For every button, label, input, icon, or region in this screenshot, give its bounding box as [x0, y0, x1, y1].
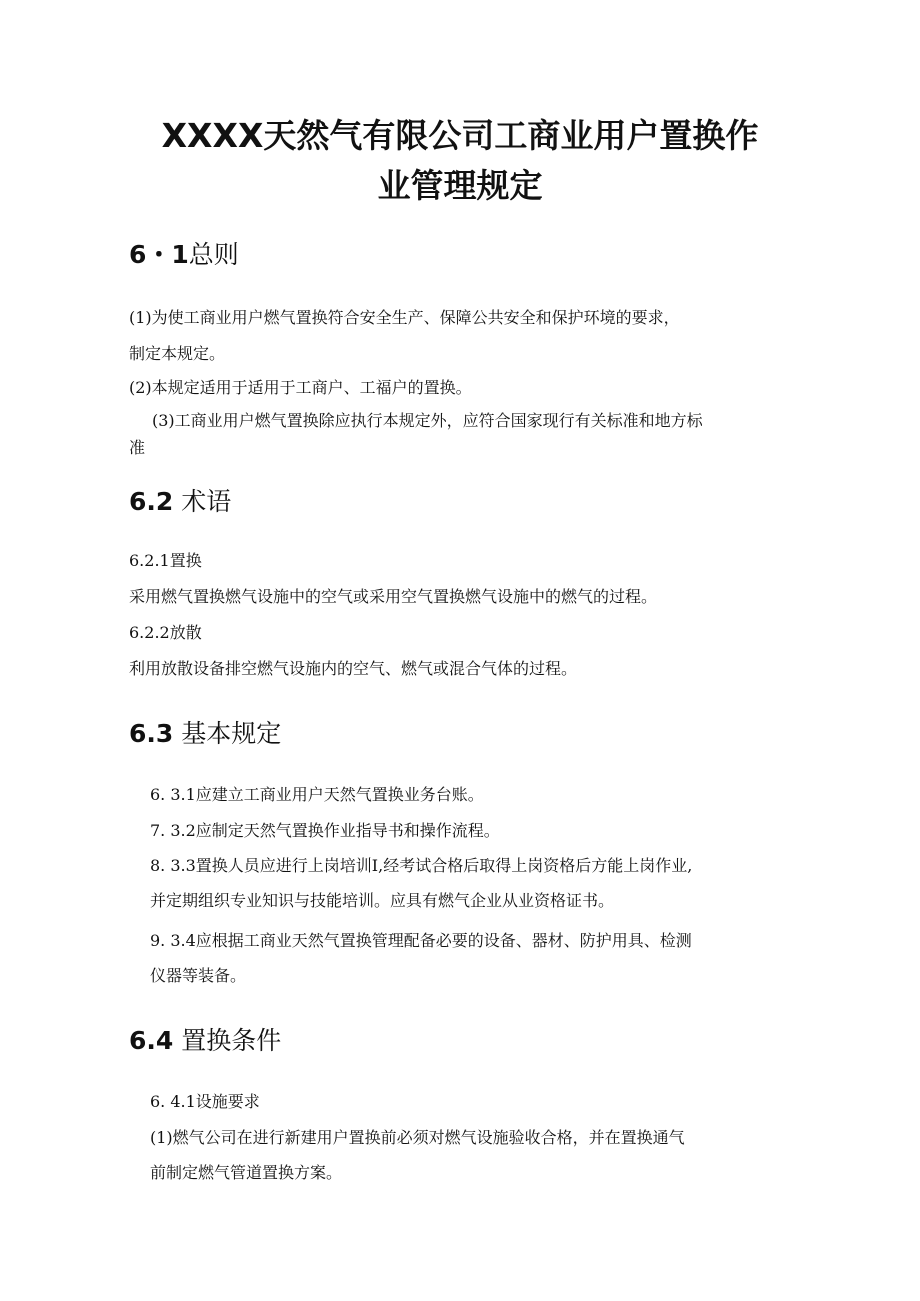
section-name: 基本规定 — [181, 719, 282, 748]
paragraph: 6. 3.1应建立工商业用户天然气置换业务台账。 — [150, 785, 484, 804]
paragraph: (1)燃气公司在进行新建用户置换前必须对燃气设施验收合格，并在置换通气 — [150, 1128, 685, 1147]
section-heading-6-2 — [129, 487, 231, 517]
document-title-line-2: 业管理规定 — [377, 166, 543, 205]
paragraph: 前制定燃气管道置换方案。 — [150, 1163, 343, 1182]
paragraph: (3)工商业用户燃气置换除应执行本规定外，应符合国家现行有关标准和地方标 — [152, 411, 703, 430]
paragraph: 6.2.1置换 — [129, 551, 202, 570]
section-number: 6.4 — [129, 1026, 174, 1055]
paragraph: 仪器等装备。 — [150, 966, 247, 985]
paragraph: 制定本规定。 — [129, 344, 226, 363]
paragraph: 采用燃气置换燃气设施中的空气或采用空气置换燃气设施中的燃气的过程。 — [129, 587, 658, 606]
paragraph: 利用放散设备排空燃气设施内的空气、燃气或混合气体的过程。 — [129, 659, 578, 678]
section-name: 置换条件 — [181, 1026, 282, 1055]
document-title-line-1: XXXX天然气有限公司工商业用户置换作 — [161, 116, 759, 155]
paragraph: 6. 4.1设施要求 — [150, 1092, 260, 1111]
section-name: 总则 — [188, 240, 239, 269]
section-number: 6.3 — [129, 719, 174, 748]
section-heading-6-4 — [129, 1026, 281, 1056]
paragraph: 准 — [129, 438, 146, 457]
paragraph: (2)本规定适用于适用于工商户、工福户的置换。 — [129, 378, 472, 397]
section-number: 6.2 — [129, 487, 174, 516]
paragraph: 6.2.2放散 — [129, 623, 202, 642]
paragraph: (1)为使工商业用户燃气置换符合安全生产、保障公共安全和保护环境的要求， — [129, 308, 680, 327]
section-number: 6・1 — [129, 240, 189, 269]
paragraph: 并定期组织专业知识与技能培训。应具有燃气企业从业资格证书。 — [150, 891, 615, 910]
paragraph: 8. 3.3置换人员应进行上岗培训I,经考试合格后取得上岗资格后方能上岗作业, — [150, 856, 693, 875]
section-heading-6-3 — [129, 719, 281, 749]
section-heading-6-1 — [129, 240, 239, 270]
paragraph: 7. 3.2应制定天然气置换作业指导书和操作流程。 — [150, 821, 500, 840]
paragraph: 9. 3.4应根据工商业天然气置换管理配备必要的设备、器材、防护用具、检测 — [150, 931, 692, 950]
section-name: 术语 — [181, 487, 232, 516]
